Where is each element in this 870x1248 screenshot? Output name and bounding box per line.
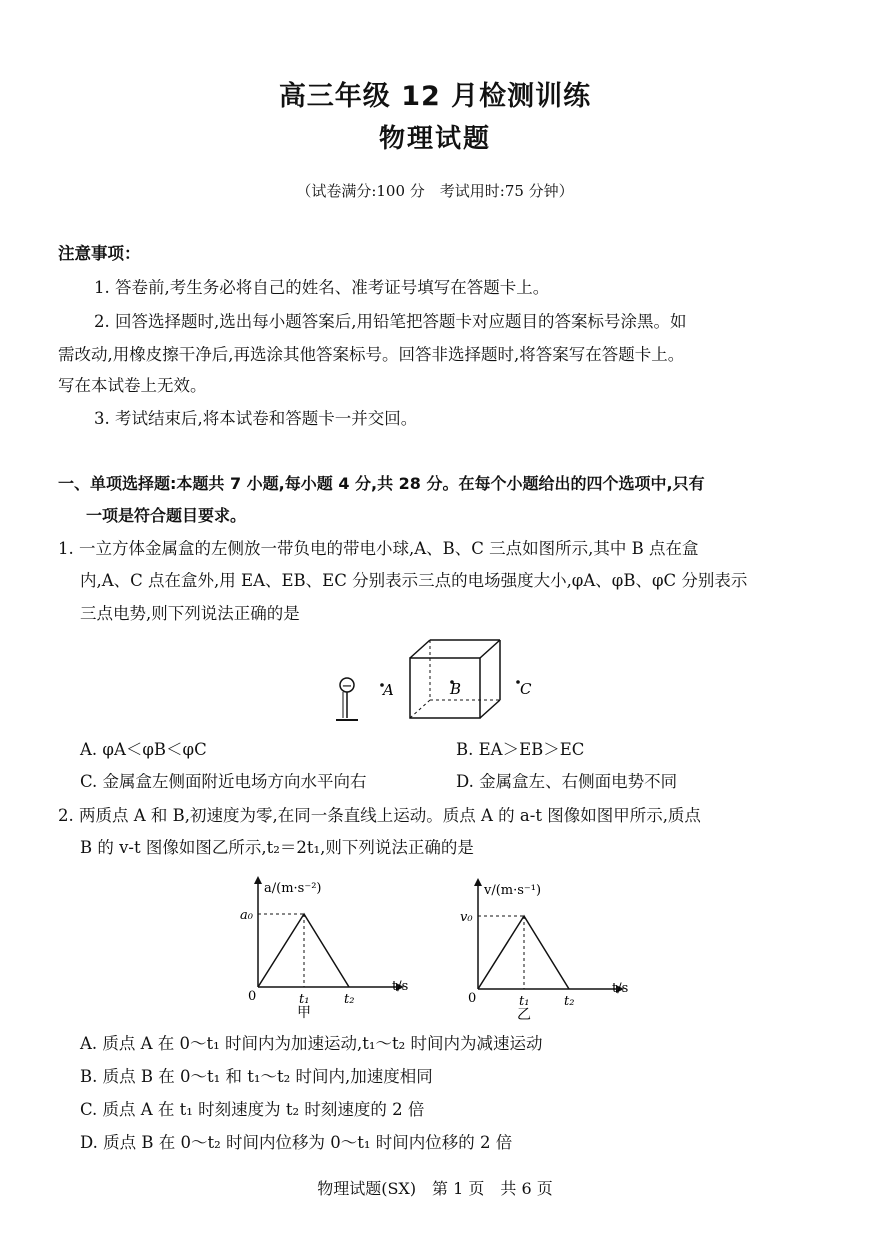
section-1-heading-line-2: 一项是符合题目要求。 xyxy=(86,506,247,525)
notice-item-2-line-1: 2. 回答选择题时,选出每小题答案后,用铅笔把答题卡对应题目的答案标号涂黑。如 xyxy=(94,312,687,331)
exam-title: 高三年级 12 月检测训练 xyxy=(278,81,592,112)
q2-option-c: C. 质点 A 在 t₁ 时刻速度为 t₂ 时刻速度的 2 倍 xyxy=(80,1100,425,1119)
graph-a-t2: t₂ xyxy=(344,992,355,1007)
notice-item-2-line-2: 需改动,用橡皮擦干净后,再选涂其他答案标号。回答非选择题时,将答案写在答题卡上。 xyxy=(58,345,685,364)
graph-a-xlabel: t/s xyxy=(392,979,409,994)
graph-b-ylabel: v/(m·s⁻¹) xyxy=(484,883,542,898)
q1-stem-line-2: 内,A、C 点在盒外,用 EA、EB、EC 分别表示三点的电场强度大小,φA、φB、φC 分别表示 xyxy=(80,571,748,590)
notice-item-1: 1. 答卷前,考生务必将自己的姓名、准考证号填写在答题卡上。 xyxy=(94,278,550,297)
graph-a-t1: t₁ xyxy=(299,992,310,1007)
graph-b-t2: t₂ xyxy=(564,994,575,1009)
q1-option-c: C. 金属盒左侧面附近电场方向水平向右 xyxy=(80,772,367,791)
graph-b-caption: 乙 xyxy=(517,1007,531,1023)
charge-sign: − xyxy=(341,679,353,694)
graph-a-caption: 甲 xyxy=(297,1005,311,1021)
q2-option-d: D. 质点 B 在 0～t₂ 时间内位移为 0～t₁ 时间内位移的 2 倍 xyxy=(80,1133,513,1152)
exam-info: （试卷满分:100 分 考试用时:75 分钟） xyxy=(296,182,574,200)
notice-item-3: 3. 考试结束后,将本试卷和答题卡一并交回。 xyxy=(94,409,418,428)
point-b-label: B xyxy=(450,680,462,698)
point-a-label: A xyxy=(383,681,394,699)
q1-option-a: A. φA＜φB＜φC xyxy=(80,740,207,759)
q2-graph-v-t xyxy=(456,874,636,1024)
q2-option-a: A. 质点 A 在 0～t₁ 时间内为加速运动,t₁～t₂ 时间内为减速运动 xyxy=(80,1034,543,1053)
notice-item-2-line-3: 写在本试卷上无效。 xyxy=(58,376,207,395)
q2-stem-line-1: 2. 两质点 A 和 B,初速度为零,在同一条直线上运动。质点 A 的 a-t 图像如图甲所示,质点 xyxy=(58,806,701,825)
page-footer: 物理试题(SX) 第 1 页 共 6 页 xyxy=(317,1179,553,1198)
subject-title: 物理试题 xyxy=(378,124,491,154)
notice-heading: 注意事项： xyxy=(58,244,141,263)
graph-b-peak-label: v₀ xyxy=(460,910,473,925)
point-c-label: C xyxy=(520,680,532,698)
graph-a-ylabel: a/(m·s⁻²) xyxy=(264,881,322,896)
q1-stem-line-3: 三点电势,则下列说法正确的是 xyxy=(80,604,300,623)
section-1-heading-line-1: 一、单项选择题:本题共 7 小题,每小题 4 分,共 28 分。在每个小题给出的四个选项中,只有 xyxy=(58,474,705,493)
graph-b-t1: t₁ xyxy=(519,994,530,1009)
q1-option-b: B. EA＞EB＞EC xyxy=(456,740,585,759)
graph-a-peak-label: a₀ xyxy=(240,908,253,923)
graph-b-xlabel: t/s xyxy=(612,981,629,996)
q1-stem-line-1: 1. 一立方体金属盒的左侧放一带负电的带电小球,A、B、C 三点如图所示,其中 B 点在盒 xyxy=(58,539,699,558)
graph-b-origin: 0 xyxy=(468,991,477,1006)
q2-stem-line-2: B 的 v-t 图像如图乙所示,t₂＝2t₁,则下列说法正确的是 xyxy=(80,838,474,857)
graph-a-origin: 0 xyxy=(248,989,257,1004)
q1-metal-box-figure xyxy=(330,630,560,730)
q2-graph-a-t xyxy=(236,872,416,1022)
q1-option-d: D. 金属盒左、右侧面电势不同 xyxy=(456,772,678,791)
q2-option-b: B. 质点 B 在 0～t₁ 和 t₁～t₂ 时间内,加速度相同 xyxy=(80,1067,433,1086)
